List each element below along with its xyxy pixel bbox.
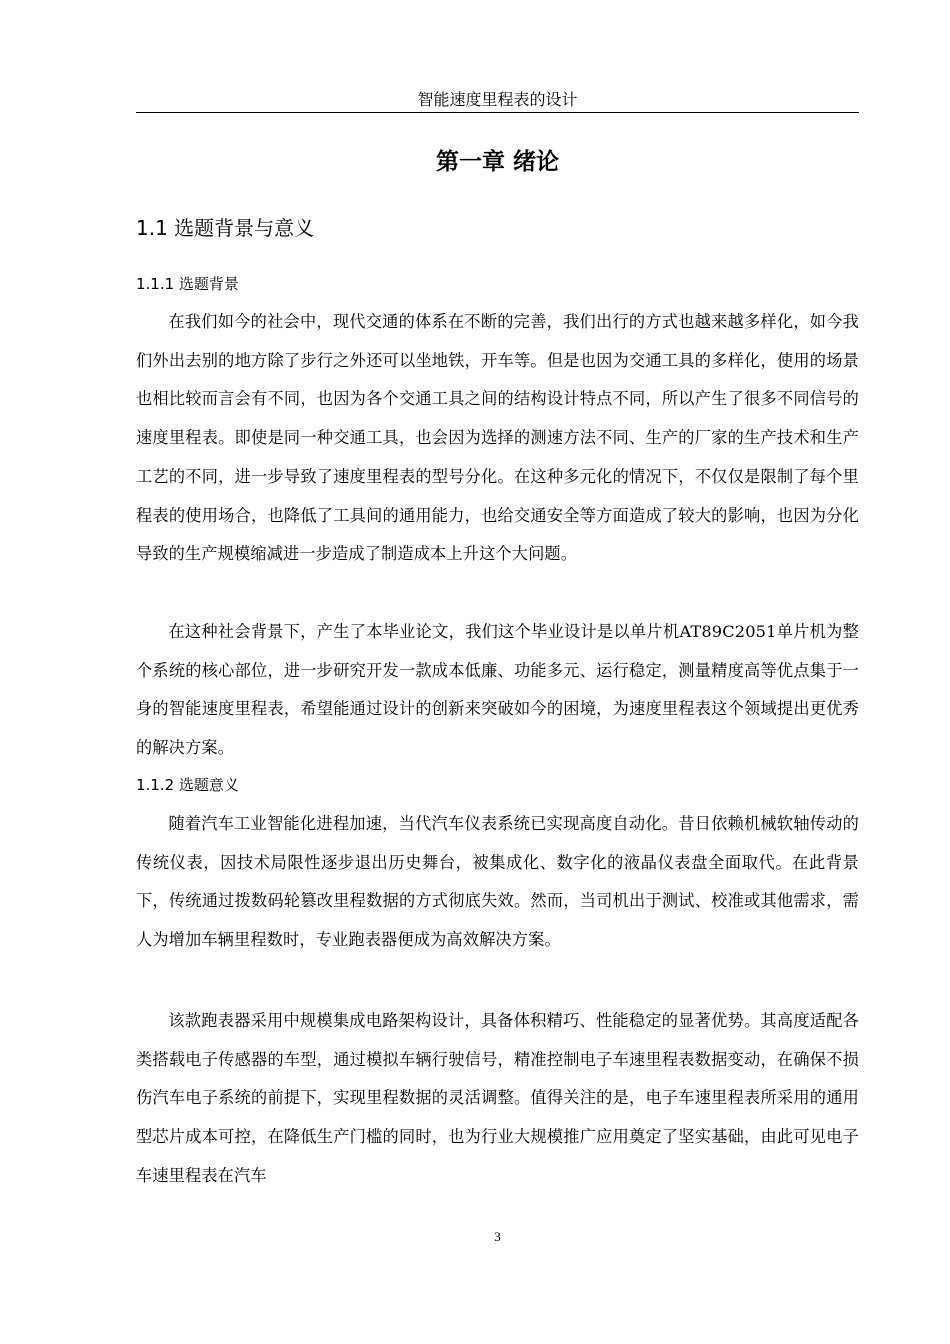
- paragraph-significance-1: 随着汽车工业智能化进程加速，当代汽车仪表系统已实现高度自动化。昔日依赖机械软轴传动的传统仪表，因技术局限性逐步退出历史舞台，被集成化、数字化的液晶仪表盘全面取代。在此背景下，传统通过拨数码轮篡改里程数据的方式彻底失效。然而，当司机出于测试、校准或其他需求，需人为增加车辆里程数时，专业跑表器便成为高效解决方案。: [136, 814, 859, 950]
- running-header: 智能速度里程表的设计: [417, 90, 578, 109]
- chapter-title: 第一章 绪论: [435, 149, 559, 175]
- section-heading: 1.1 选题背景与意义: [136, 216, 315, 240]
- header-rule: [136, 112, 859, 113]
- paragraph-background-2: 在这种社会背景下，产生了本毕业论文，我们这个毕业设计是以单片机AT89C2051单片机为整个系统的核心部位，进一步研究开发一款成本低廉、功能多元、运行稳定，测量精度高等优点集于一身的智能速度里程表，希望能通过设计的创新来突破如今的困境，为速度里程表这个领域提出更优秀的解决方案。: [136, 622, 859, 758]
- paragraph-background-1: 在我们如今的社会中，现代交通的体系在不断的完善，我们出行的方式也越来越多样化，如今我们外出去别的地方除了步行之外还可以坐地铁，开车等。但是也因为交通工具的多样化，使用的场景也相比较而言会有不同，也因为各个交通工具之间的结构设计特点不同，所以产生了很多不同信号的速度里程表。即使是同一种交通工具，也会因为选择的测速方法不同、生产的厂家的生产技术和生产工艺的不同，进一步导致了速度里程表的型号分化。在这种多元化的情况下，不仅仅是限制了每个里程表的使用场合，也降低了工具间的通用能力，也给交通安全等方面造成了较大的影响，也因为分化导致的生产规模缩减进一步造成了制造成本上升这个大问题。: [136, 312, 859, 564]
- subsection-heading-significance: 1.1.2 选题意义: [136, 776, 239, 794]
- paragraph-significance-2: 该款跑表器采用中规模集成电路架构设计，具备体积精巧、性能稳定的显著优势。其高度适配各类搭载电子传感器的车型，通过模拟车辆行驶信号，精准控制电子车速里程表数据变动，在确保不损伤汽车电子系统的前提下，实现里程数据的灵活调整。值得关注的是，电子车速里程表所采用的通用型芯片成本可控，在降低生产门槛的同时，也为行业大规模推广应用奠定了坚实基础，由此可见电子车速里程表在汽车: [136, 1011, 859, 1185]
- subsection-heading-background: 1.1.1 选题背景: [136, 275, 239, 293]
- page-number: 3: [494, 1229, 501, 1244]
